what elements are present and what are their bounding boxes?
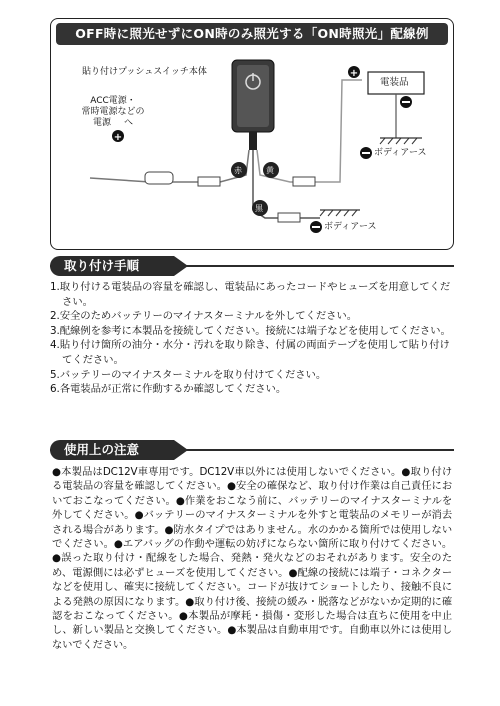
switch-cable	[249, 132, 257, 150]
install-section-heading	[50, 256, 454, 276]
diagram-title: OFF時に照光せずにON時のみ照光する「ON時照光」配線例	[56, 23, 448, 45]
fuse	[198, 177, 220, 186]
svg-text:+: +	[349, 68, 359, 79]
wire-red-label: 赤	[234, 166, 242, 175]
install-step: 5.バッテリーのマイナスターミナルを取り付けてください。	[50, 368, 327, 381]
caution-text: ●本製品はDC12V車専用です。DC12V車以外には使用しないでください。●取り付ける電装品の容量を確認してください。●安全の確保など、取り付け作業は自己責任においておこなってください。●作業をおこなう前に、バッテリーのマイナスターミナルを外してください。●バッテリーのマイナスターミナルを外すと電装品のメモリーが消去される場合があります。●防水タイプではありません。水のかかる箇所では使用しないでください。●エアバッグの作動や運転の妨げにならない箇所に取り付けてください。●誤った取り付け・配線をした場合、発熱・発火などのおそれがあります。安全のため、電源側には必ずヒューズを使用してください。●配線の接続には端子・コネクターなどを使用し、確実に接続してください。コードが抜けてショートしたり、接触不良による発熱の原因になります。●取り付け後、接続の緩み・脱落などがないか定期的に確認をおこなってください。●本製品が摩耗・損傷・変形した場合は直ちに使用を中止し、新しい製品と交換してください。●本製品は自動車用です。自動車以外には使用しないでください。	[52, 466, 452, 651]
ground-label-upper: ボディアース	[374, 148, 427, 158]
switch-label: 貼り付けプッシュスイッチ本体	[82, 67, 207, 77]
ground-label-lower: ボディアース	[324, 222, 377, 232]
install-step: 3.配線例を参考に本製品を接続してください。接続には端子などを使用してください。	[50, 324, 451, 337]
wiring-diagram	[50, 50, 454, 250]
caution-heading-text: 使用上の注意	[64, 442, 140, 457]
wire-black-label: 黒	[255, 204, 263, 213]
connector-right	[293, 177, 315, 186]
wire-yellow-label: 黄	[266, 166, 274, 175]
install-step: 1.取り付ける電装品の容量を確認し、電装品にあったコードやヒューズを用意してください。	[50, 281, 451, 308]
svg-text:+: +	[113, 132, 123, 143]
install-steps	[50, 280, 454, 397]
caution-section-heading	[50, 440, 454, 460]
install-step: 6.各電装品が正常に作動するか確認してください。	[50, 383, 287, 396]
install-step: 4.貼り付け箇所の油分・水分・汚れを取り除き、付属の両面テープを使用して貼り付けてください。	[50, 339, 450, 366]
install-step: 2.安全のためバッテリーのマイナスターミナルを外してください。	[50, 310, 357, 323]
device-label: 電装品	[380, 77, 409, 88]
splice-connector	[145, 172, 173, 184]
power-source-label: ACC電源・ 常時電源などの 電源 へ	[81, 96, 145, 128]
install-heading-text: 取り付け手順	[64, 258, 140, 273]
